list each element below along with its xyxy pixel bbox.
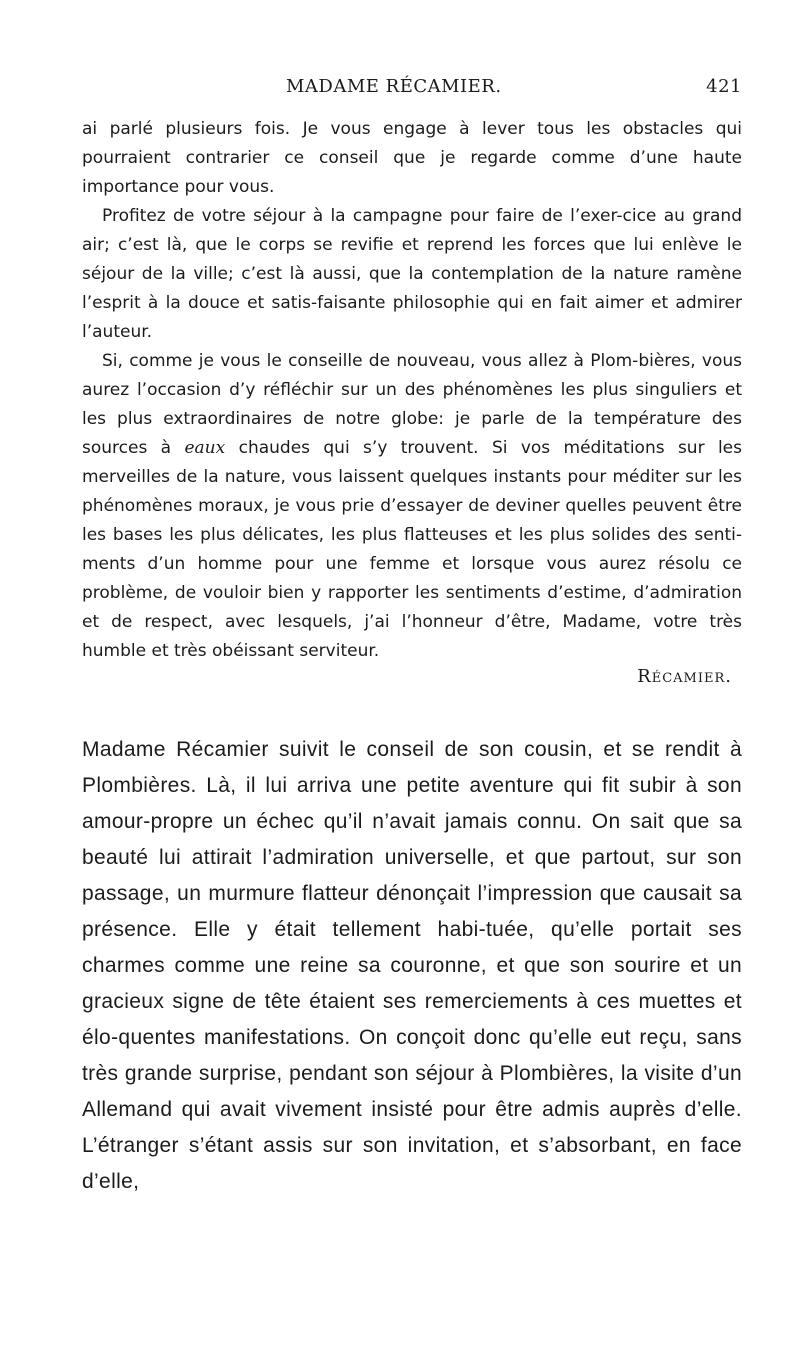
page-number: 421 xyxy=(706,76,742,97)
letter-paragraph-3-after-italic: chaudes qui s’y trouvent. Si vos méditations sur les merveilles de la nature, vous laissent quelques instants pour méditer sur les phénomènes moraux, je vous prie d’essayer de deviner quelles peuvent être les bases les plus délicates, les plus flatteuses et les plus solides des senti-ments d’un homme pour une femme et lorsque vous aurez résolu ce problème, de vouloir bien y rapporter les sentiments d’estime, d’admiration et de respect, avec lesquels, j’ai l’honneur d’être, Madame, votre très humble et très obéissant serviteur. xyxy=(82,438,742,661)
running-title: MADAME RÉCAMIER. xyxy=(286,76,502,97)
italic-word-eaux: eaux xyxy=(184,438,226,458)
letter-text xyxy=(82,115,742,666)
narrative-paragraph: Madame Récamier suivit le conseil de son cousin, et se rendit à Plombières. Là, il lui arriva une petite aventure qui fit subir à son amour-propre un échec qu’il n’avait jamais connu. On sait que sa beauté lui attirait l’admiration universelle, et que partout, sur son passage, un murmure flatteur dénonçait l’impression que causait sa présence. Elle y était tellement habi-tuée, qu’elle portait ses charmes comme une reine sa couronne, et que son sourire et un gracieux signe de tête étaient ses remerciements à ces muettes et élo-quentes manifestations. On conçoit donc qu’elle eut reçu, sans très grande surprise, pendant son séjour à Plombières, la visite d’un Allemand qui avait vivement insisté pour être admis auprès d’elle. L’étranger s’étant assis sur son invitation, et s’absorbant, en face d’elle, xyxy=(82,738,742,1193)
letter-signature: Récamier. xyxy=(637,666,732,687)
narrative-text xyxy=(82,732,742,1200)
letter-paragraph-3-before-italic: Si, comme je vous le conseille de nouveau, vous allez à Plom-bières, vous aurez l’occasion d’y réfléchir sur un des phénomènes les plus singuliers et les plus extraordinaires de notre globe: je parle de la température des sources à xyxy=(82,351,742,458)
running-head xyxy=(82,76,742,100)
letter-paragraph-1: ai parlé plusieurs fois. Je vous engage à lever tous les obstacles qui pourraient contrarier ce conseil que je regarde comme d’une haute importance pour vous. xyxy=(82,119,742,197)
letter-paragraph-3 xyxy=(82,347,742,666)
letter-paragraph-2: Profitez de votre séjour à la campagne pour faire de l’exer-cice au grand air; c’est là, que le corps se revifie et reprend les forces que lui enlève le séjour de la ville; c’est là aussi, que la contemplation de la nature ramène l’esprit à la douce et satis-faisante philosophie qui en fait aimer et admirer l’auteur. xyxy=(82,206,742,342)
